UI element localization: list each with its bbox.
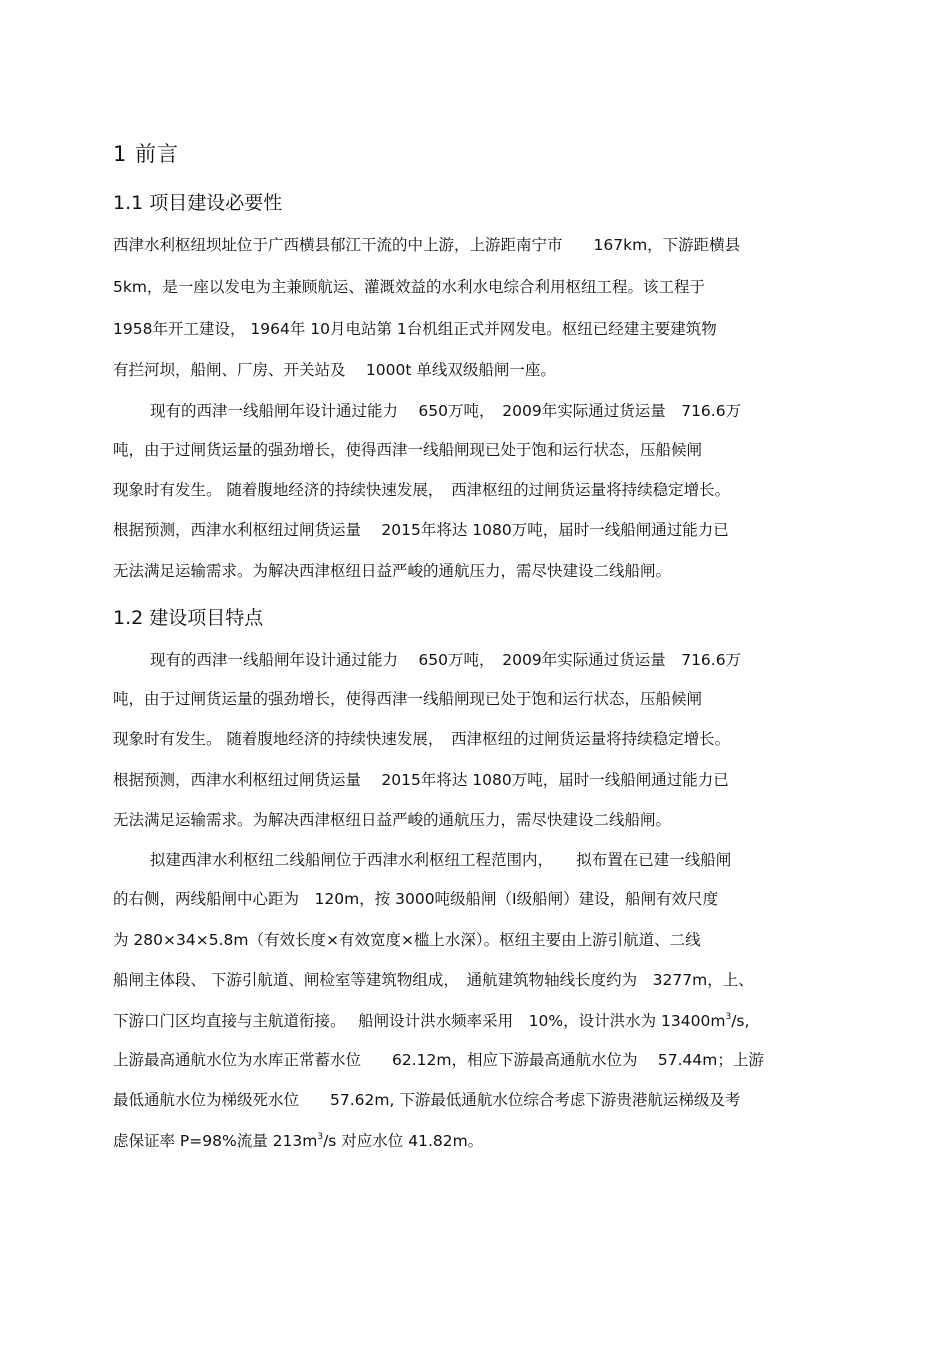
- paragraph-line: 西津水利枢纽坝址位于广西横县郁江干流的中上游，上游距南宁市 167km，下游距横县: [113, 236, 741, 254]
- line-text: 虑保证率 P=98%流量 213m: [113, 1132, 318, 1150]
- superscript: 3: [725, 1012, 732, 1022]
- paragraph-line: 有拦河坝，船闸、厂房、开关站及 1000t 单线双级船闸一座。: [113, 361, 556, 379]
- paragraph-line: 的右侧，两线船闸中心距为 120m，按 3000吨级船闸（Ⅰ级船闸）建设，船闸有效尺度: [113, 890, 719, 908]
- paragraph-line: 最低通航水位为梯级死水位 57.62m, 下游最低通航水位综合考虑下游贵港航运梯级及考: [113, 1091, 741, 1109]
- paragraph-line: 根据预测，西津水利枢纽过闸货运量 2015年将达 1080万吨，届时一线船闸通过能力已: [113, 521, 729, 539]
- paragraph-line: [113, 1011, 749, 1031]
- heading-section-1-1: 1.1 项目建设必要性: [113, 192, 283, 214]
- paragraph-line: 现象时有发生。 随着腹地经济的持续快速发展， 西津枢纽的过闸货运量将持续稳定增长。: [113, 481, 731, 499]
- paragraph-line: 现象时有发生。 随着腹地经济的持续快速发展， 西津枢纽的过闸货运量将持续稳定增长。: [113, 730, 731, 748]
- paragraph-line: 船闸主体段、 下游引航道、闸检室等建筑物组成， 通航建筑物轴线长度约为 3277m，上、: [113, 971, 754, 989]
- superscript: 3: [317, 1132, 324, 1142]
- paragraph-line: 1958年开工建设， 1964年 10月电站第 1台机组正式并网发电。枢纽已经建主要建筑物: [113, 320, 717, 338]
- paragraph-line: 5km，是一座以发电为主兼顾航运、灌溉效益的水利水电综合利用枢纽工程。该工程于: [113, 278, 705, 296]
- heading-section-1-2: 1.2 建设项目特点: [113, 607, 264, 629]
- paragraph-line: 现有的西津一线船闸年设计通过能力 650万吨， 2009年实际通过货运量 716.6万: [150, 651, 742, 669]
- paragraph-line: 无法满足运输需求。为解决西津枢纽日益严峻的通航压力，需尽快建设二线船闸。: [113, 562, 672, 580]
- paragraph-line: 无法满足运输需求。为解决西津枢纽日益严峻的通航压力，需尽快建设二线船闸。: [113, 811, 672, 829]
- line-text: /s,: [731, 1012, 750, 1030]
- paragraph-line: 上游最高通航水位为水库正常蓄水位 62.12m，相应下游最高通航水位为 57.44m；上游: [113, 1051, 764, 1069]
- line-text: 下游口门区均直接与主航道衔接。 船闸设计洪水频率采用 10%，设计洪水为 13400m: [113, 1012, 726, 1030]
- paragraph-line: 吨，由于过闸货运量的强劲增长，使得西津一线船闸现已处于饱和运行状态，压船候闸: [113, 690, 703, 708]
- paragraph-line: [113, 1131, 483, 1151]
- heading-preface: 1 前言: [113, 142, 180, 166]
- paragraph-line: 根据预测，西津水利枢纽过闸货运量 2015年将达 1080万吨，届时一线船闸通过能力已: [113, 771, 729, 789]
- paragraph-line: 拟建西津水利枢纽二线船闸位于西津水利枢纽工程范围内， 拟布置在已建一线船闸: [150, 851, 732, 869]
- paragraph-line: 为 280×34×5.8m（有效长度×有效宽度×槛上水深）。枢纽主要由上游引航道、二线: [113, 931, 701, 949]
- line-text: /s 对应水位 41.82m。: [323, 1132, 484, 1150]
- paragraph-line: 现有的西津一线船闸年设计通过能力 650万吨， 2009年实际通过货运量 716.6万: [150, 402, 742, 420]
- paragraph-line: 吨，由于过闸货运量的强劲增长，使得西津一线船闸现已处于饱和运行状态，压船候闸: [113, 441, 703, 459]
